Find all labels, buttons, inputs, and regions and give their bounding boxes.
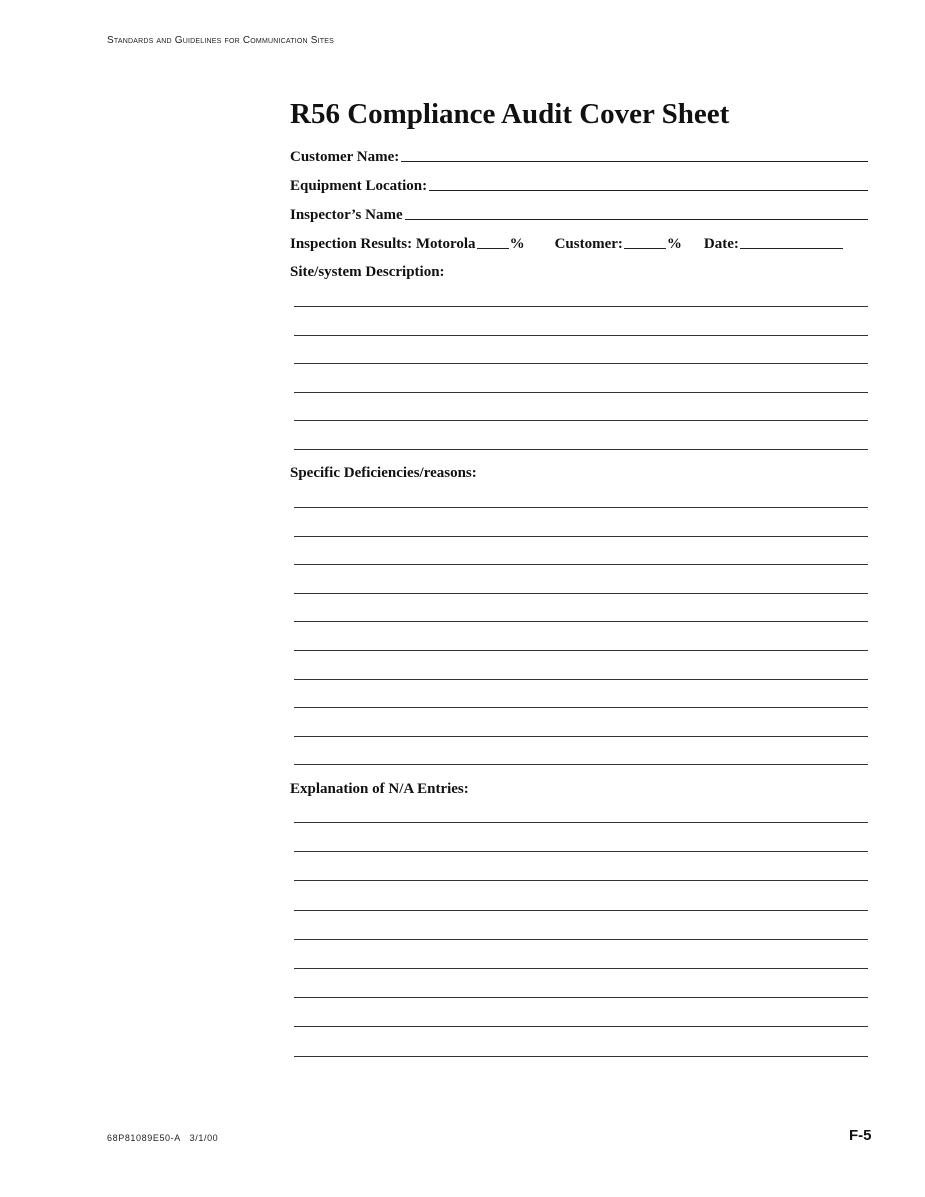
deficiency-line[interactable] [294, 679, 868, 680]
na-entry-line[interactable] [294, 851, 868, 852]
deficiency-line[interactable] [294, 593, 868, 594]
deficiency-line[interactable] [294, 564, 868, 565]
inspection-results-label: Inspection Results: Motorola [290, 236, 476, 252]
customer-percent-field[interactable] [624, 247, 666, 249]
na-entry-line[interactable] [294, 822, 868, 823]
site-description-label: Site/system Description: [290, 264, 445, 280]
na-entry-line[interactable] [294, 1056, 868, 1057]
deficiency-line[interactable] [294, 764, 868, 765]
equipment-location-row [290, 178, 868, 195]
deficiency-line[interactable] [294, 536, 868, 537]
customer-name-label: Customer Name: [290, 149, 400, 165]
inspector-name-field[interactable] [405, 218, 868, 220]
motorola-percent-field[interactable] [477, 247, 509, 249]
inspection-results-row [290, 236, 844, 253]
na-entry-line[interactable] [294, 910, 868, 911]
site-description-line[interactable] [294, 363, 868, 364]
running-header: Standards and Guidelines for Communication Sites [107, 35, 334, 46]
equipment-location-label: Equipment Location: [290, 178, 428, 194]
na-entries-label: Explanation of N/A Entries: [290, 781, 469, 797]
form-title: R56 Compliance Audit Cover Sheet [290, 98, 730, 130]
na-entry-line[interactable] [294, 968, 868, 969]
deficiency-line[interactable] [294, 736, 868, 737]
customer-label: Customer: [554, 236, 623, 252]
deficiency-line[interactable] [294, 507, 868, 508]
date-label: Date: [703, 236, 739, 252]
customer-name-field[interactable] [401, 160, 868, 162]
page-number: F-5 [849, 1127, 872, 1144]
date-field[interactable] [740, 247, 843, 249]
na-entry-line[interactable] [294, 880, 868, 881]
site-description-line[interactable] [294, 335, 868, 336]
customer-percent-sign: % [666, 236, 682, 252]
equipment-location-field[interactable] [429, 189, 868, 191]
na-entry-line[interactable] [294, 939, 868, 940]
deficiency-line[interactable] [294, 707, 868, 708]
site-description-line[interactable] [294, 392, 868, 393]
inspector-name-label: Inspector’s Name [290, 207, 403, 223]
site-description-line[interactable] [294, 449, 868, 450]
customer-name-row [290, 149, 868, 166]
deficiency-line[interactable] [294, 650, 868, 651]
site-description-line[interactable] [294, 306, 868, 307]
deficiency-line[interactable] [294, 621, 868, 622]
na-entry-line[interactable] [294, 1026, 868, 1027]
inspector-name-row [290, 207, 868, 224]
na-entry-line[interactable] [294, 997, 868, 998]
deficiencies-label: Specific Deficiencies/reasons: [290, 465, 477, 481]
site-description-line[interactable] [294, 420, 868, 421]
document-number: 68P81089E50-A 3/1/00 [107, 1133, 219, 1143]
motorola-percent-sign: % [509, 236, 525, 252]
